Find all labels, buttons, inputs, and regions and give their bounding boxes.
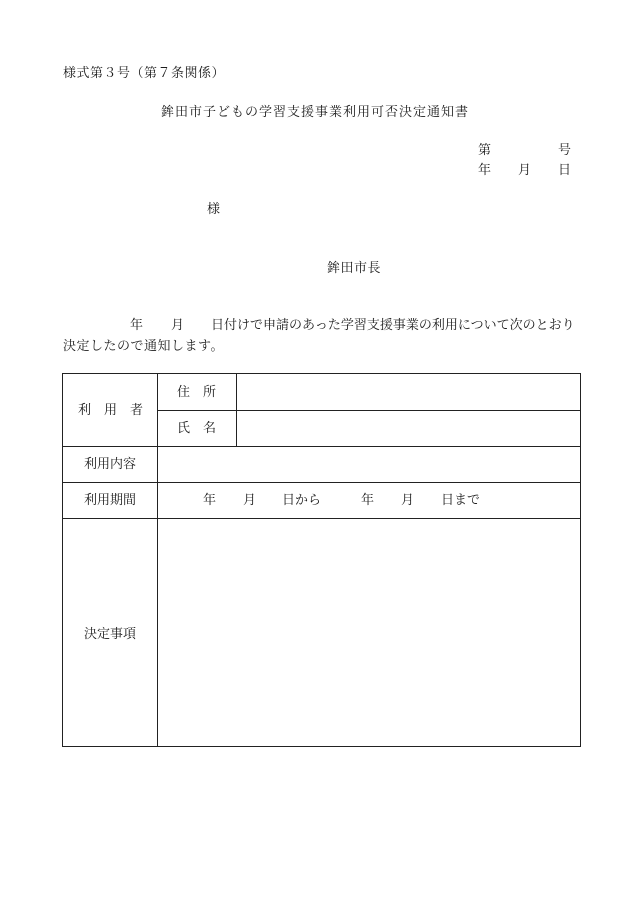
decision-label: 決定事項: [84, 627, 137, 642]
period-from-day: 日から: [282, 493, 322, 508]
document-number: [478, 144, 570, 158]
period-from-month: 月: [243, 493, 257, 508]
issue-date-month: 月: [518, 163, 532, 178]
period-from-year: 年: [203, 493, 217, 508]
address-label: 住 所: [177, 385, 217, 400]
period-to-month: 月: [401, 493, 415, 508]
usage-content-label: 利用内容: [84, 457, 137, 472]
table-divider: [63, 482, 581, 483]
issuer-name: 鉾田市長: [327, 261, 382, 276]
document-number-go: 号: [558, 143, 572, 158]
name-label: 氏 名: [177, 421, 217, 436]
recipient-honorific: 様: [207, 202, 221, 217]
document-number-dai: 第: [478, 143, 492, 158]
body-text-line-1: [63, 319, 581, 333]
issue-date-day: 日: [558, 163, 572, 178]
decision-field[interactable]: [158, 519, 580, 745]
info-table: [62, 373, 581, 747]
user-label: 利 用 者: [78, 403, 144, 418]
body-rest: 日付けで申請のあった学習支援事業の利用について次のとおり: [211, 318, 575, 333]
issue-date: [478, 164, 570, 178]
usage-period-label: 利用期間: [84, 493, 137, 508]
body-year: 年: [130, 318, 144, 333]
address-field[interactable]: [237, 375, 580, 409]
name-field[interactable]: [237, 411, 580, 445]
document-title: 鉾田市子どもの学習支援事業利用可否決定通知書: [160, 105, 469, 120]
body-text-line-2: 決定したので通知します。: [63, 339, 224, 354]
period-to-year: 年: [361, 493, 375, 508]
body-month: 月: [171, 318, 185, 333]
form-number: 様式第３号（第７条関係）: [63, 66, 226, 81]
period-to-day: 日まで: [441, 493, 481, 508]
issue-date-year: 年: [478, 163, 492, 178]
usage-content-field[interactable]: [158, 447, 580, 481]
